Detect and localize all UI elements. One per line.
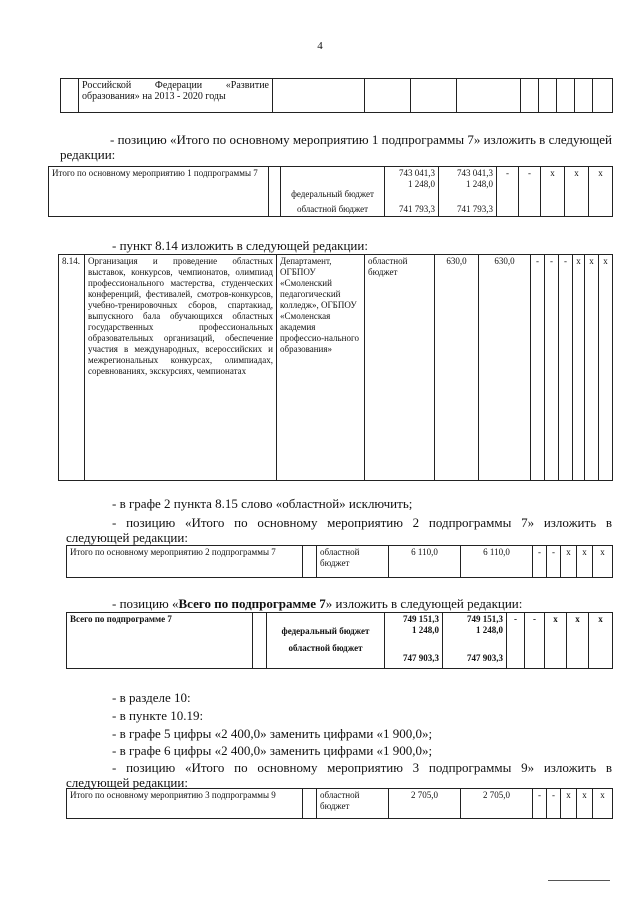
list-item: - в разделе 10: bbox=[112, 690, 191, 705]
value-total: 749 151,3 bbox=[403, 614, 439, 624]
table-subprogram-total bbox=[66, 612, 613, 669]
mark-cell: - bbox=[559, 255, 573, 481]
values-col-2 bbox=[439, 167, 497, 217]
table-cell bbox=[557, 79, 575, 113]
list-item: - в пункте 10.19: bbox=[112, 708, 204, 723]
paragraph bbox=[112, 596, 522, 611]
mark-cell: х bbox=[593, 546, 613, 578]
values-col-1 bbox=[385, 167, 439, 217]
table-cell bbox=[269, 167, 281, 217]
mark-cell: - bbox=[519, 167, 541, 217]
paragraph: - позицию «Итого по основному мероприятию 3 подпрограммы 9» изложить в следующей редакции: bbox=[66, 760, 612, 790]
mark-cell: - bbox=[507, 613, 525, 669]
mark-cell: - bbox=[545, 255, 559, 481]
value-regional: 741 793,3 bbox=[399, 204, 435, 214]
mark-cell: х bbox=[577, 789, 593, 819]
table-cell bbox=[365, 79, 411, 113]
mark-cell: х bbox=[585, 255, 599, 481]
mark-cell: х bbox=[573, 255, 585, 481]
item-description: Организация и проведение областных выставок, конкурсов, чемпионатов, олимпиад профессионального мастерства, студенческих конференций, фестивалей, смотров-конкурсов, учебно-тренировочных сборов, спартакиад, выпускного бала обучающихся областных государственных профессиональных образовательных организаций, обеспечение участия в международных, всероссийских и межрегиональных конкурсах, олимпиадах, соревнованиях, экскурсиях, чемпионатах bbox=[85, 255, 277, 481]
mark-cell: х bbox=[567, 613, 589, 669]
table-total-measure-2 bbox=[66, 545, 613, 578]
footer-divider bbox=[548, 880, 610, 881]
value-total: 743 041,3 bbox=[457, 168, 493, 178]
list-item: - в графе 5 цифры «2 400,0» заменить цифрами «1 900,0»; bbox=[112, 726, 433, 741]
source-regional: областной бюджет bbox=[288, 643, 363, 653]
paragraph: - позицию «Итого по основному мероприятию 1 подпрограммы 7» изложить в следующей редакции: bbox=[60, 132, 612, 162]
table-item-8-14 bbox=[58, 254, 613, 481]
row-value-1: 2 705,0 bbox=[389, 789, 461, 819]
item-value-1: 630,0 bbox=[435, 255, 479, 481]
value-total: 743 041,3 bbox=[399, 168, 435, 178]
source-federal: федеральный бюджет bbox=[291, 189, 374, 199]
mark-cell: х bbox=[577, 546, 593, 578]
mark-cell: - bbox=[531, 255, 545, 481]
table-continuation bbox=[60, 78, 613, 113]
table-cell bbox=[61, 79, 79, 113]
paragraph: - пункт 8.14 изложить в следующей редакции: bbox=[112, 238, 368, 253]
para-text: - позицию « bbox=[112, 596, 179, 611]
table-cell-text: Российской Федерации «Развитие образования» на 2013 - 2020 годы bbox=[79, 79, 273, 113]
mark-cell: х bbox=[593, 789, 613, 819]
list-item: - в графе 6 цифры «2 400,0» заменить цифрами «1 900,0»; bbox=[112, 743, 433, 758]
mark-cell: х bbox=[561, 789, 577, 819]
row-value-2: 6 110,0 bbox=[461, 546, 533, 578]
table-cell bbox=[593, 79, 613, 113]
mark-cell: х bbox=[589, 613, 613, 669]
row-value-2: 2 705,0 bbox=[461, 789, 533, 819]
mark-cell: х bbox=[541, 167, 565, 217]
value-regional: 747 903,3 bbox=[403, 653, 439, 663]
value-total: 749 151,3 bbox=[467, 614, 503, 624]
values-col-2 bbox=[443, 613, 507, 669]
source-federal: федеральный бюджет bbox=[281, 626, 370, 636]
value-federal: 1 248,0 bbox=[466, 179, 493, 189]
item-value-2: 630,0 bbox=[479, 255, 531, 481]
value-federal: 1 248,0 bbox=[476, 625, 503, 635]
table-total-measure-1 bbox=[48, 166, 613, 217]
row-source: областной бюджет bbox=[317, 789, 389, 819]
row-title: Итого по основному мероприятию 2 подпрограммы 7 bbox=[67, 546, 303, 578]
row-source: областной бюджет bbox=[317, 546, 389, 578]
table-cell bbox=[521, 79, 539, 113]
mark-cell: - bbox=[533, 546, 547, 578]
item-executor: Департамент, ОГБПОУ «Смоленский педагогический колледж», ОГБПОУ «Смоленская академия профессио-нального образования» bbox=[277, 255, 365, 481]
values-col-1 bbox=[385, 613, 443, 669]
source-regional: областной бюджет bbox=[296, 204, 369, 214]
item-source: областной бюджет bbox=[365, 255, 435, 481]
item-number: 8.14. bbox=[59, 255, 85, 481]
mark-cell: - bbox=[533, 789, 547, 819]
table-cell bbox=[273, 79, 365, 113]
value-regional: 741 793,3 bbox=[457, 204, 493, 214]
table-cell bbox=[303, 546, 317, 578]
mark-cell: х bbox=[545, 613, 567, 669]
mark-cell: - bbox=[547, 789, 561, 819]
value-regional: 747 903,3 bbox=[467, 653, 503, 663]
paragraph: - позицию «Итого по основному мероприятию 2 подпрограммы 7» изложить в следующей редакции: bbox=[66, 515, 612, 545]
table-cell bbox=[457, 79, 521, 113]
value-federal: 1 248,0 bbox=[408, 179, 435, 189]
budget-sources bbox=[281, 167, 385, 217]
table-cell bbox=[253, 613, 267, 669]
row-title: Всего по подпрограмме 7 bbox=[67, 613, 253, 669]
page-number: 4 bbox=[317, 40, 323, 52]
mark-cell: - bbox=[525, 613, 545, 669]
mark-cell: х bbox=[565, 167, 589, 217]
table-cell bbox=[303, 789, 317, 819]
row-value-1: 6 110,0 bbox=[389, 546, 461, 578]
table-total-measure-3 bbox=[66, 788, 613, 819]
mark-cell: - bbox=[497, 167, 519, 217]
budget-sources bbox=[267, 613, 385, 669]
mark-cell: х bbox=[599, 255, 613, 481]
row-title: Итого по основному мероприятию 1 подпрограммы 7 bbox=[49, 167, 269, 217]
mark-cell: х bbox=[589, 167, 613, 217]
value-federal: 1 248,0 bbox=[412, 625, 439, 635]
table-cell bbox=[575, 79, 593, 113]
para-text: » изложить в следующей редакции: bbox=[325, 596, 523, 611]
paragraph: - в графе 2 пункта 8.15 слово «областной» исключить; bbox=[112, 496, 413, 511]
mark-cell: х bbox=[561, 546, 577, 578]
table-cell bbox=[539, 79, 557, 113]
table-cell bbox=[411, 79, 457, 113]
para-bold-text: Всего по подпрограмме 7 bbox=[178, 596, 326, 611]
row-title: Итого по основному мероприятию 3 подпрограммы 9 bbox=[67, 789, 303, 819]
mark-cell: - bbox=[547, 546, 561, 578]
